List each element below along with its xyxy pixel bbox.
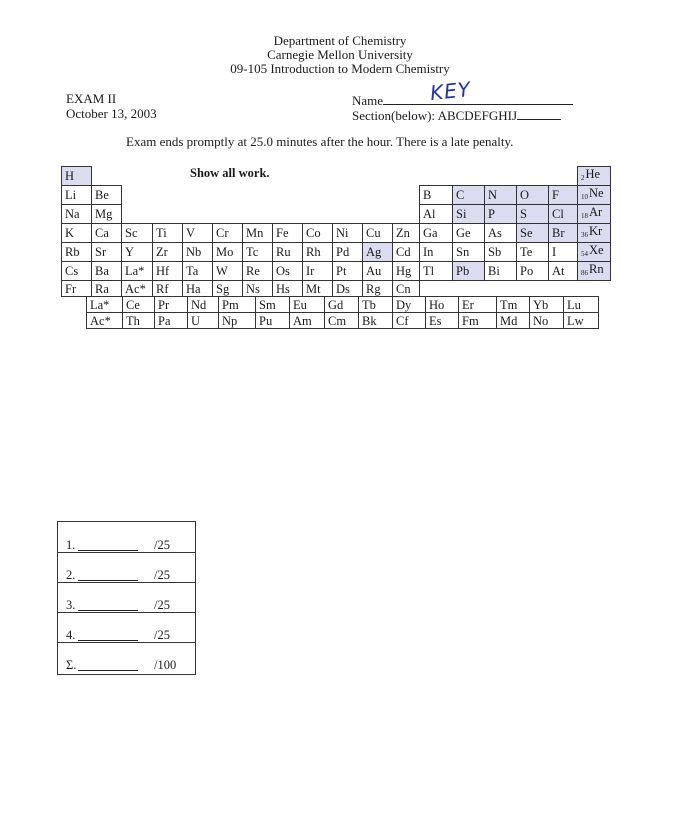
empty-cell bbox=[549, 167, 578, 186]
element-cell: Y bbox=[122, 243, 153, 262]
element-cell: Eu bbox=[290, 297, 325, 313]
empty-cell bbox=[183, 186, 213, 205]
element-cell: Sg bbox=[213, 281, 243, 297]
name-underline bbox=[383, 91, 573, 105]
element-cell: Nd bbox=[188, 297, 219, 313]
element-cell: At bbox=[549, 262, 578, 281]
element-cell: Na bbox=[62, 205, 92, 224]
score-row bbox=[58, 582, 195, 613]
element-cell: Cs bbox=[62, 262, 92, 281]
empty-cell bbox=[333, 205, 363, 224]
empty-cell bbox=[420, 281, 453, 297]
score-max: /25 bbox=[154, 538, 170, 552]
element-cell: Ca bbox=[92, 224, 122, 243]
empty-cell bbox=[183, 167, 213, 186]
empty-cell bbox=[453, 167, 485, 186]
element-cell: Es bbox=[426, 313, 459, 329]
element-cell: Al bbox=[420, 205, 453, 224]
empty-cell bbox=[549, 281, 578, 297]
element-cell: Mg bbox=[92, 205, 122, 224]
element-cell: Sc bbox=[122, 224, 153, 243]
element-cell: Dy bbox=[393, 297, 426, 313]
periodic-row bbox=[62, 167, 611, 186]
element-cell: Er bbox=[459, 297, 497, 313]
element-cell: N bbox=[485, 186, 517, 205]
element-cell: Yb bbox=[530, 297, 564, 313]
element-cell: V bbox=[183, 224, 213, 243]
element-cell: In bbox=[420, 243, 453, 262]
score-label: 1. bbox=[66, 538, 76, 552]
periodic-row bbox=[62, 243, 611, 262]
element-cell: Tb bbox=[359, 297, 393, 313]
section-field[interactable] bbox=[352, 106, 561, 124]
element-cell: Ru bbox=[273, 243, 303, 262]
element-cell: La* bbox=[87, 297, 123, 313]
score-max: /25 bbox=[154, 568, 170, 582]
element-cell: Ns bbox=[243, 281, 273, 297]
element-cell: Fr bbox=[62, 281, 92, 297]
element-cell: Re bbox=[243, 262, 273, 281]
periodic-row bbox=[62, 281, 611, 297]
element-cell: Ce bbox=[123, 297, 155, 313]
score-row bbox=[58, 552, 195, 583]
score-row bbox=[58, 522, 195, 553]
element-cell: Hg bbox=[393, 262, 420, 281]
element-cell: Pd bbox=[333, 243, 363, 262]
element-cell: Ra bbox=[92, 281, 122, 297]
score-max: /25 bbox=[154, 628, 170, 642]
element-cell: Ti bbox=[153, 224, 183, 243]
empty-cell bbox=[273, 186, 303, 205]
element-cell: Mn bbox=[243, 224, 273, 243]
element-cell: Tl bbox=[420, 262, 453, 281]
empty-cell bbox=[243, 167, 273, 186]
element-cell: $_{36}$Kr bbox=[578, 224, 611, 243]
empty-cell bbox=[122, 205, 153, 224]
empty-cell bbox=[122, 167, 153, 186]
element-cell: Si bbox=[453, 205, 485, 224]
empty-cell bbox=[363, 167, 393, 186]
element-cell: S bbox=[517, 205, 549, 224]
empty-cell bbox=[273, 167, 303, 186]
empty-cell bbox=[517, 167, 549, 186]
score-row bbox=[58, 612, 195, 643]
exam-date: October 13, 2003 bbox=[66, 106, 157, 121]
element-cell: Ge bbox=[453, 224, 485, 243]
element-cell: Rh bbox=[303, 243, 333, 262]
element-cell: Pt bbox=[333, 262, 363, 281]
empty-cell bbox=[213, 186, 243, 205]
empty-cell bbox=[213, 205, 243, 224]
empty-cell bbox=[393, 186, 420, 205]
element-cell: H bbox=[62, 167, 92, 186]
empty-cell bbox=[393, 167, 420, 186]
empty-cell bbox=[243, 186, 273, 205]
element-cell: Lu bbox=[564, 297, 599, 313]
score-label: 3. bbox=[66, 598, 76, 612]
score-label: 4. bbox=[66, 628, 76, 642]
score-max: /25 bbox=[154, 598, 170, 612]
section-label: Section(below): ABCDEFGHIJ bbox=[352, 108, 518, 123]
element-cell: K bbox=[62, 224, 92, 243]
element-cell: $_{54}$Xe bbox=[578, 243, 611, 262]
element-cell: Cm bbox=[325, 313, 359, 329]
element-cell: $_{18}$Ar bbox=[578, 205, 611, 224]
empty-cell bbox=[183, 205, 213, 224]
element-cell: $_2$He bbox=[578, 167, 611, 186]
element-cell: Sm bbox=[256, 297, 290, 313]
element-cell: Th bbox=[123, 313, 155, 329]
element-cell: Se bbox=[517, 224, 549, 243]
element-cell: Sr bbox=[92, 243, 122, 262]
element-cell: Mo bbox=[213, 243, 243, 262]
empty-cell bbox=[578, 281, 611, 297]
empty-cell bbox=[485, 281, 517, 297]
f-block-table bbox=[86, 296, 599, 329]
empty-cell bbox=[92, 167, 122, 186]
empty-cell bbox=[333, 186, 363, 205]
element-cell: B bbox=[420, 186, 453, 205]
element-cell: $_{10}$Ne bbox=[578, 186, 611, 205]
element-cell: Hs bbox=[273, 281, 303, 297]
element-cell: Co bbox=[303, 224, 333, 243]
section-underline bbox=[517, 106, 561, 120]
element-cell: $_{86}$Rn bbox=[578, 262, 611, 281]
element-cell: Cr bbox=[213, 224, 243, 243]
empty-cell bbox=[333, 167, 363, 186]
empty-cell bbox=[420, 167, 453, 186]
element-cell: O bbox=[517, 186, 549, 205]
element-cell: Zr bbox=[153, 243, 183, 262]
element-cell: Cf bbox=[393, 313, 426, 329]
score-max: /100 bbox=[154, 658, 177, 672]
element-cell: Sn bbox=[453, 243, 485, 262]
element-cell: Pm bbox=[219, 297, 256, 313]
element-cell: P bbox=[485, 205, 517, 224]
element-cell: Ag bbox=[363, 243, 393, 262]
element-cell: Ba bbox=[92, 262, 122, 281]
f-block-row bbox=[87, 313, 599, 329]
empty-cell bbox=[485, 167, 517, 186]
score-label: Σ. bbox=[66, 658, 77, 672]
element-cell: Tc bbox=[243, 243, 273, 262]
empty-cell bbox=[243, 205, 273, 224]
exam-notice: Exam ends promptly at 25.0 minutes after the hour. There is a late penalty. bbox=[126, 134, 514, 149]
element-cell: Np bbox=[219, 313, 256, 329]
element-cell: Ir bbox=[303, 262, 333, 281]
element-cell: Fe bbox=[273, 224, 303, 243]
element-cell: Pr bbox=[155, 297, 188, 313]
element-cell: Be bbox=[92, 186, 122, 205]
element-cell: Te bbox=[517, 243, 549, 262]
element-cell: Li bbox=[62, 186, 92, 205]
score-blank[interactable] bbox=[78, 580, 138, 581]
empty-cell bbox=[153, 205, 183, 224]
element-cell: Ho bbox=[426, 297, 459, 313]
university-heading: Carnegie Mellon University bbox=[267, 47, 413, 62]
element-cell: Cl bbox=[549, 205, 578, 224]
periodic-table bbox=[61, 166, 611, 297]
element-cell: Au bbox=[363, 262, 393, 281]
f-block-row bbox=[87, 297, 599, 313]
element-cell: F bbox=[549, 186, 578, 205]
exam-title: EXAM II bbox=[66, 91, 117, 106]
empty-cell bbox=[153, 186, 183, 205]
score-label: 2. bbox=[66, 568, 76, 582]
element-cell: Md bbox=[497, 313, 530, 329]
empty-cell bbox=[453, 281, 485, 297]
element-cell: Fm bbox=[459, 313, 497, 329]
show-work-instruction: Show all work. bbox=[190, 166, 270, 180]
empty-cell bbox=[363, 205, 393, 224]
empty-cell bbox=[213, 167, 243, 186]
element-cell: Hf bbox=[153, 262, 183, 281]
periodic-row bbox=[62, 186, 611, 205]
element-cell: Ha bbox=[183, 281, 213, 297]
element-cell: Pa bbox=[155, 313, 188, 329]
element-cell: Ds bbox=[333, 281, 363, 297]
element-cell: Ac* bbox=[87, 313, 123, 329]
department-heading: Department of Chemistry bbox=[273, 33, 407, 48]
element-cell: Rb bbox=[62, 243, 92, 262]
empty-cell bbox=[303, 205, 333, 224]
score-box bbox=[57, 521, 196, 675]
score-blank[interactable] bbox=[78, 640, 138, 641]
score-blank[interactable] bbox=[78, 670, 138, 671]
empty-cell bbox=[122, 186, 153, 205]
element-cell: Cd bbox=[393, 243, 420, 262]
element-cell: Zn bbox=[393, 224, 420, 243]
element-cell: Ta bbox=[183, 262, 213, 281]
element-cell: Lw bbox=[564, 313, 599, 329]
element-cell: Cu bbox=[363, 224, 393, 243]
element-cell: Tm bbox=[497, 297, 530, 313]
element-cell: Pb bbox=[453, 262, 485, 281]
course-heading: 09-105 Introduction to Modern Chemistry bbox=[230, 61, 450, 76]
element-cell: Pu bbox=[256, 313, 290, 329]
score-row bbox=[58, 642, 195, 672]
element-cell: Rf bbox=[153, 281, 183, 297]
element-cell: Rg bbox=[363, 281, 393, 297]
element-cell: Am bbox=[290, 313, 325, 329]
element-cell: Bk bbox=[359, 313, 393, 329]
element-cell: La* bbox=[122, 262, 153, 281]
element-cell: Ni bbox=[333, 224, 363, 243]
score-blank[interactable] bbox=[78, 550, 138, 551]
name-label: Name bbox=[352, 93, 384, 108]
element-cell: Br bbox=[549, 224, 578, 243]
empty-cell bbox=[363, 186, 393, 205]
empty-cell bbox=[273, 205, 303, 224]
element-cell: No bbox=[530, 313, 564, 329]
element-cell: C bbox=[453, 186, 485, 205]
element-cell: Ga bbox=[420, 224, 453, 243]
element-cell: Gd bbox=[325, 297, 359, 313]
empty-cell bbox=[393, 205, 420, 224]
empty-cell bbox=[303, 186, 333, 205]
periodic-row bbox=[62, 205, 611, 224]
name-handwritten-value: KEY bbox=[428, 76, 473, 106]
element-cell: U bbox=[188, 313, 219, 329]
element-cell: I bbox=[549, 243, 578, 262]
element-cell: Po bbox=[517, 262, 549, 281]
element-cell: Sb bbox=[485, 243, 517, 262]
element-cell: Os bbox=[273, 262, 303, 281]
empty-cell bbox=[303, 167, 333, 186]
empty-cell bbox=[517, 281, 549, 297]
element-cell: Bi bbox=[485, 262, 517, 281]
element-cell: Cn bbox=[393, 281, 420, 297]
element-cell: As bbox=[485, 224, 517, 243]
empty-cell bbox=[153, 167, 183, 186]
element-cell: Nb bbox=[183, 243, 213, 262]
element-cell: W bbox=[213, 262, 243, 281]
element-cell: Mt bbox=[303, 281, 333, 297]
periodic-row bbox=[62, 224, 611, 243]
score-blank[interactable] bbox=[78, 610, 138, 611]
periodic-row bbox=[62, 262, 611, 281]
element-cell: Ac* bbox=[122, 281, 153, 297]
